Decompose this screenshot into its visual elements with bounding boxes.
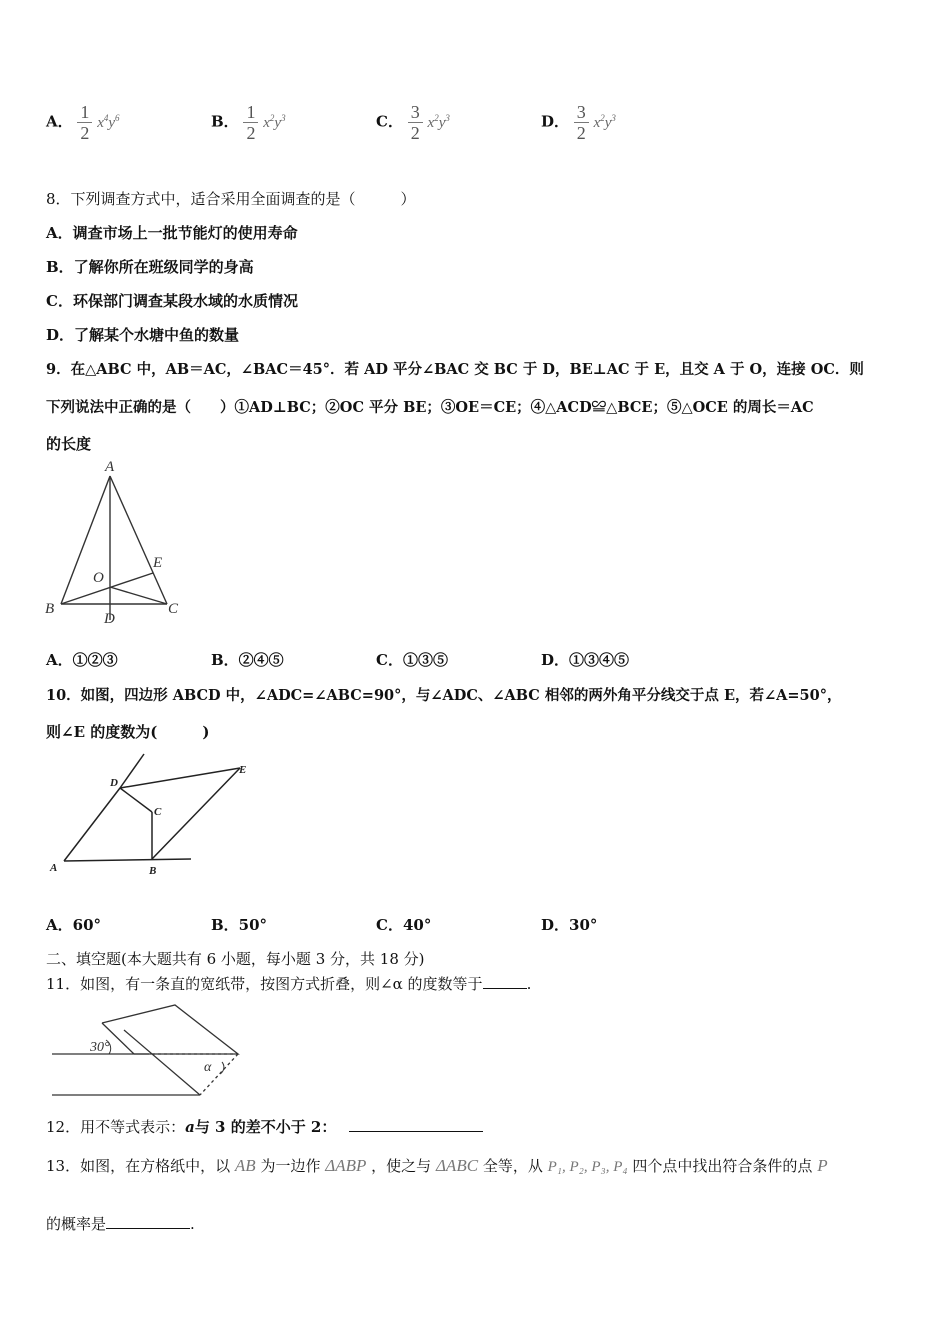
q9-label-o: O (93, 570, 104, 586)
q9-label-a: A (105, 459, 115, 475)
q13-abp: ΔABP (325, 1156, 367, 1175)
q13-abc: ΔABC (435, 1156, 479, 1175)
q9-option-c: C．①③⑤ (376, 651, 448, 669)
q7-option-d-label: D． (541, 112, 570, 131)
q7-option-b-fraction: $\frac{1}{2}$ (243, 102, 258, 143)
q9-seg-oc (110, 587, 167, 604)
q11-answer-blank (483, 988, 527, 989)
q10-stem-line1: 10．如图，四边形 ABCD 中，∠ADC=∠ABC=90°，与∠ADC、∠ABC 相邻的两外角平分线交于点 E，若∠A=50°， (46, 687, 842, 704)
q9-seg-be (61, 573, 153, 604)
q10-figure (46, 748, 266, 880)
q7-option-b (211, 102, 286, 143)
q11-figure (46, 1000, 256, 1104)
q7-option-b-label: B． (211, 112, 239, 131)
q7-option-c-fraction: $\frac{3}{2}$ (408, 102, 423, 143)
q7-option-d-fraction: $\frac{3}{2}$ (574, 102, 589, 143)
q9-option-a: A．①②③ (46, 651, 118, 669)
q13-text-2: 为一边作 (260, 1157, 321, 1175)
q8-option-d: D．了解某个水塘中鱼的数量 (46, 326, 240, 344)
q10-ext-d (120, 754, 144, 788)
q11-folded-flap (102, 1005, 238, 1054)
q13-stem-line1 (46, 1155, 828, 1176)
q10-label-a: A (50, 862, 58, 874)
q10-stem-line2: 则∠E 的度数为( ) (46, 723, 210, 741)
q11-stem-end: . (526, 975, 532, 993)
q13-p: P (817, 1156, 828, 1175)
q11-stem-text: 11．如图，有一条直的宽纸带，按图方式折叠，则∠α 的度数等于 (46, 975, 483, 993)
q13-text-5: 四个点中找出符合条件的点 (632, 1157, 813, 1175)
q8-stem: 8．下列调查方式中，适合采用全面调查的是（ ） (46, 190, 416, 208)
q13-points: P₁, P₂, P₃, P₄ (547, 1159, 628, 1175)
q7-option-a-fraction: $\frac{1}{2}$ (77, 102, 92, 143)
q8-option-c: C．环保部门调查某段水域的水质情况 (46, 292, 298, 310)
q8-option-a: A．调查市场上一批节能灯的使用寿命 (46, 224, 298, 242)
q9-figure (40, 456, 200, 632)
q11-fold-line (124, 1030, 200, 1095)
q10-seg-eb (152, 768, 240, 859)
q7-option-a (46, 102, 120, 143)
q10-option-d: D．30° (541, 916, 598, 934)
q10-label-b: B (149, 865, 157, 877)
q12-stem-b: 与 3 的差不小于 2： (194, 1118, 337, 1136)
q10-seg-ad (64, 788, 120, 861)
q10-label-c: C (154, 806, 162, 818)
q12-var: a (185, 1118, 195, 1136)
q9-label-e: E (153, 555, 163, 571)
q9-stem-line2: 下列说法中正确的是（ ）①AD⊥BC；②OC 平分 BE；③OE＝CE；④△ACD≌△BCE；⑤△OCE 的周长＝AC (46, 399, 814, 416)
q10-option-b: B．50° (211, 916, 268, 934)
q9-option-b: B．②④⑤ (211, 651, 284, 669)
q9-label-d: D (104, 611, 115, 627)
q13-end: . (190, 1215, 195, 1233)
q10-option-c: C．40° (376, 916, 432, 934)
q7-option-c-vars: $x^2y^3$ (427, 113, 450, 131)
q11-stem (46, 973, 531, 994)
q10-label-e: E (239, 764, 247, 776)
q9-label-b: B (45, 601, 55, 617)
section2-title: 二、填空题(本大题共有 6 小题，每小题 3 分，共 18 分) (46, 950, 425, 968)
q7-option-a-vars: $x^4y^6$ (97, 113, 120, 131)
q13-text-4: 全等，从 (482, 1157, 543, 1175)
q13-text-3: ，使之与 (371, 1157, 432, 1175)
q9-label-c: C (168, 601, 179, 617)
q10-seg-dc (120, 788, 152, 812)
q13-line2-text: 的概率是 (46, 1215, 107, 1233)
q7-option-a-label: A． (46, 112, 73, 131)
q12-stem (46, 1116, 483, 1137)
q10-label-d: D (110, 777, 118, 789)
q9-stem-line1: 9．在△ABC 中，AB＝AC，∠BAC＝45°．若 AD 平分∠BAC 交 BC 于 D，BE⊥AC 于 E，且交 A 于 O，连接 OC．则 (46, 361, 864, 378)
q7-option-d (541, 102, 616, 143)
q9-stem-line3: 的长度 (46, 435, 92, 453)
q10-seg-de (120, 768, 240, 788)
q13-text-1: 13．如图，在方格纸中，以 (46, 1157, 231, 1175)
q11-alpha-label: α (204, 1060, 212, 1075)
q9-option-d: D．①③④⑤ (541, 651, 630, 669)
q8-option-b: B．了解你所在班级同学的身高 (46, 258, 254, 276)
q7-option-d-vars: $x^2y^3$ (593, 113, 616, 131)
q10-option-a: A．60° (46, 916, 102, 934)
q13-ab: AB (234, 1156, 256, 1175)
q7-option-c-label: C． (376, 112, 403, 131)
q7-option-b-vars: $x^2y^3$ (263, 113, 286, 131)
q13-stem-line2 (46, 1213, 195, 1234)
q10-seg-ab (64, 859, 191, 861)
q12-stem-a: 12．用不等式表示： (46, 1118, 186, 1136)
q7-option-c (376, 102, 450, 143)
q12-answer-blank (349, 1131, 483, 1132)
q13-answer-blank (106, 1228, 190, 1229)
q11-angle-label: 30° (90, 1040, 110, 1055)
